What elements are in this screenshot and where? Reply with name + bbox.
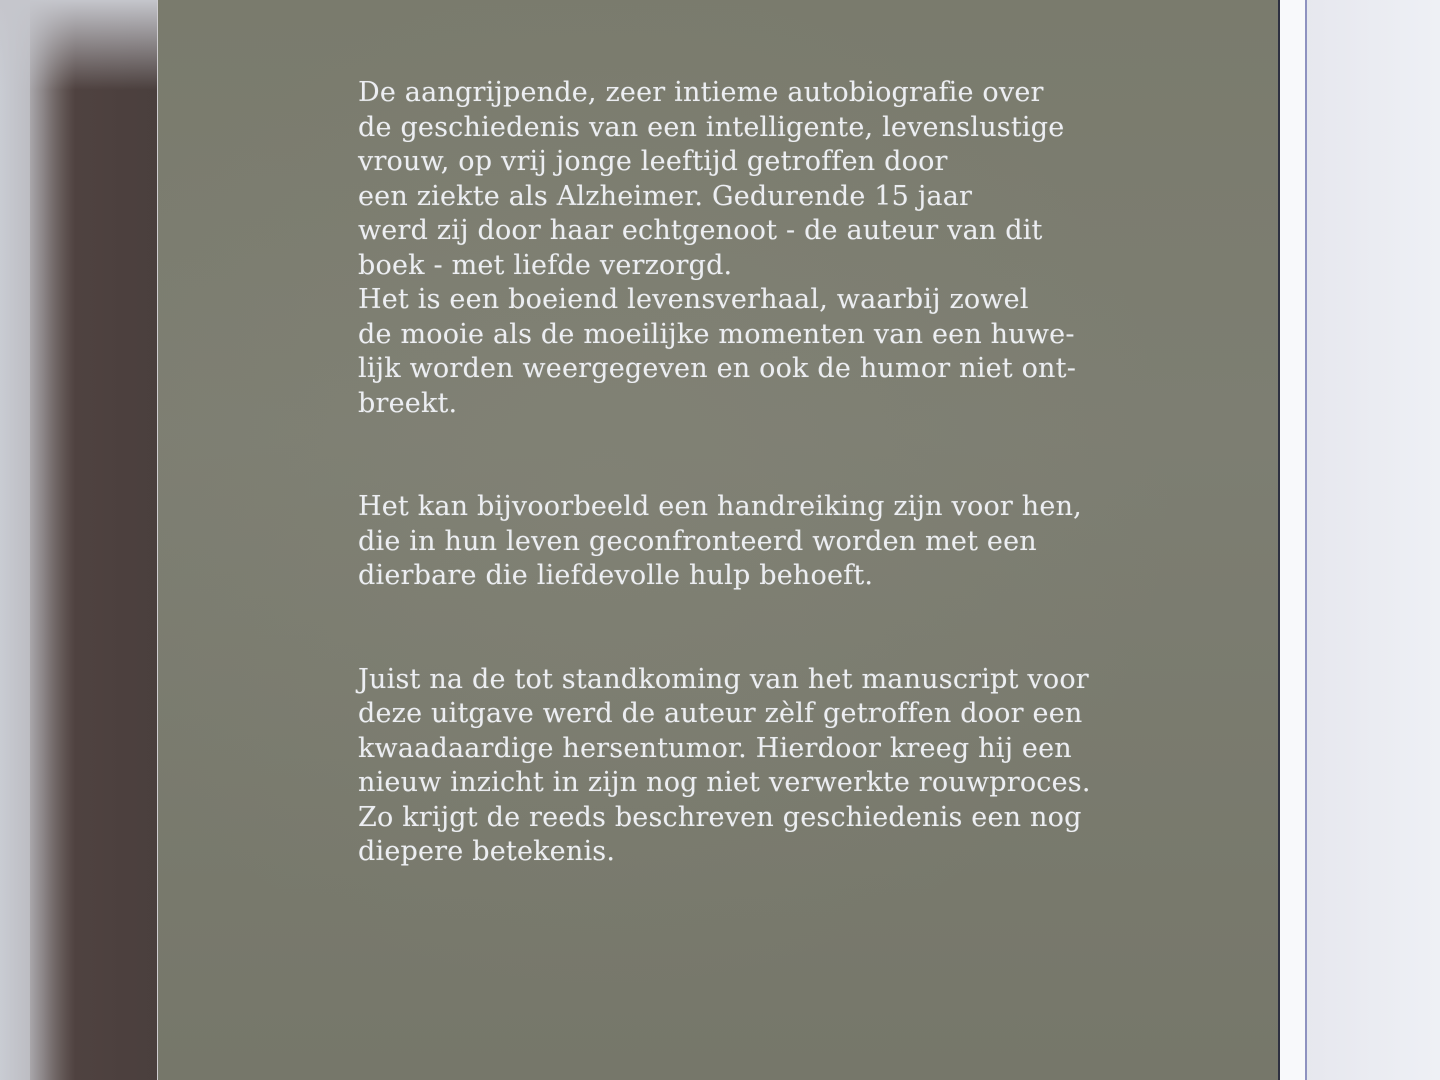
blurb-line: deze uitgave werd de auteur zèlf getroffen door een xyxy=(358,698,1083,729)
blurb-line: lijk worden weergegeven en ook de humor niet ont- xyxy=(358,353,1077,384)
blurb-paragraph-1 xyxy=(358,76,1218,421)
blurb-line: de geschiedenis van een intelligente, levenslustige xyxy=(358,111,1065,143)
shadow-highlight xyxy=(0,0,160,90)
blurb-line: de mooie als de moeilijke momenten van een huwe- xyxy=(358,318,1075,350)
blurb-line: kwaadaardige hersentumor. Hierdoor kreeg hij een xyxy=(358,732,1072,764)
blurb-line: boek - met liefde verzorgd. xyxy=(358,249,733,281)
blurb-line: breekt. xyxy=(358,387,458,419)
blurb-line: Het is een boeiend levensverhaal, waarbij zowel xyxy=(358,284,1029,315)
blurb-line: werd zij door haar echtgenoot - de auteur van dit xyxy=(358,215,1043,246)
blurb-line: Het kan bijvoorbeeld een handreiking zijn voor hen, xyxy=(358,491,1082,522)
blurb-line: die in hun leven geconfronteerd worden met een xyxy=(358,525,1037,557)
blurb-line: Zo krijgt de reeds beschreven geschiedenis een nog xyxy=(358,801,1082,833)
book-back-cover xyxy=(157,0,1278,1080)
blurb-line: nieuw inzicht in zijn nog niet verwerkte rouwproces. xyxy=(358,767,1091,798)
blurb-line: een ziekte als Alzheimer. Gedurende 15 jaar xyxy=(358,180,973,212)
blurb-paragraph-2 xyxy=(358,490,1218,594)
blurb-line: Juist na de tot standkoming van het manuscript voor xyxy=(358,663,1089,695)
blurb-line: De aangrijpende, zeer intieme autobiografie over xyxy=(358,77,1044,108)
blurb-line: vrouw, op vrij jonge leeftijd getroffen door xyxy=(358,146,948,177)
blurb-line: diepere betekenis. xyxy=(358,836,616,867)
blurb-line: dierbare die liefdevolle hulp behoeft. xyxy=(358,560,874,591)
book-page-edge xyxy=(1277,0,1307,1080)
blurb-paragraph-3 xyxy=(358,663,1218,870)
back-cover-blurb xyxy=(358,76,1218,939)
cast-shadow xyxy=(30,0,160,1080)
background-surface xyxy=(1300,0,1440,1080)
